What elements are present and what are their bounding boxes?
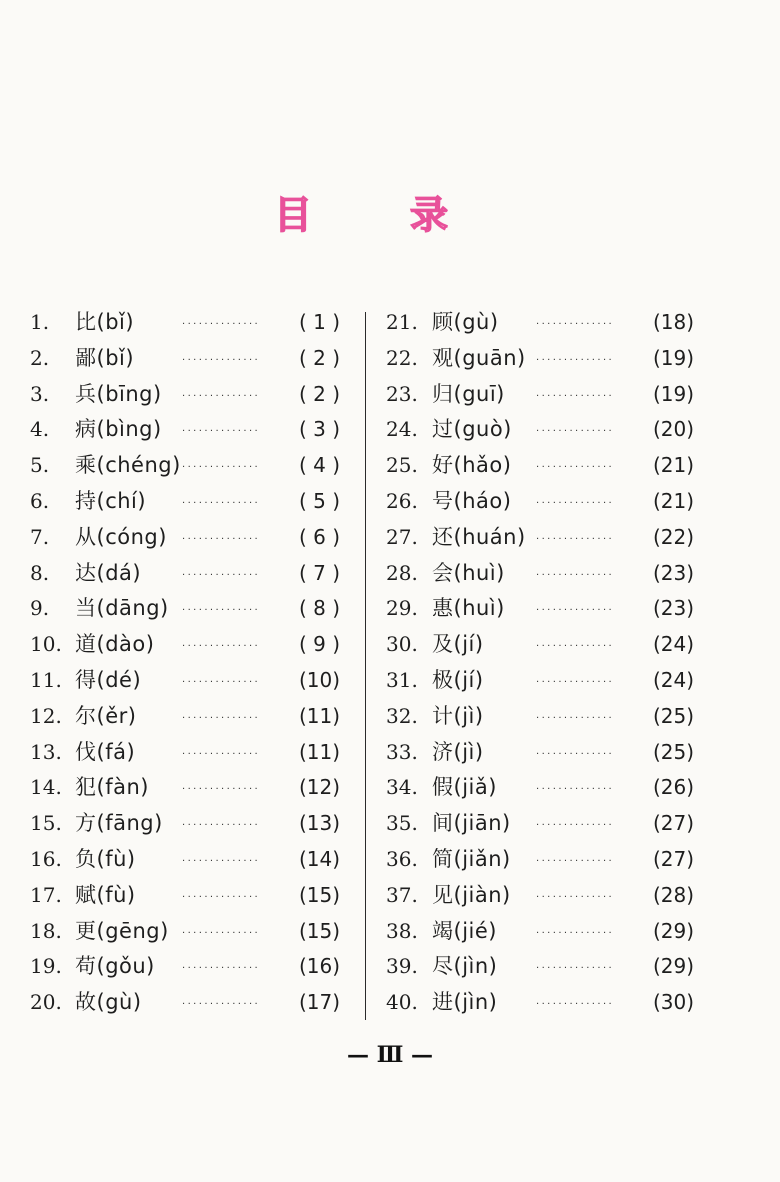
leader-dots: ·············· bbox=[182, 855, 261, 867]
entry-number: 37. bbox=[386, 882, 418, 907]
entry-page-number: (16) bbox=[298, 954, 340, 979]
entry-number: 7. bbox=[30, 524, 50, 549]
toc-entry[interactable] bbox=[386, 484, 694, 520]
entry-page-number: ( 4 ) bbox=[298, 453, 340, 478]
leader-dots: ·············· bbox=[536, 497, 615, 509]
leader-dots: ·············· bbox=[536, 605, 615, 617]
leader-dots: ·············· bbox=[536, 390, 615, 402]
toc-entry[interactable] bbox=[386, 699, 694, 735]
toc-entry[interactable] bbox=[30, 556, 340, 592]
entry-page-number: ( 7 ) bbox=[298, 560, 340, 585]
entry-number: 5. bbox=[30, 453, 50, 478]
entry-number: 25. bbox=[386, 453, 418, 478]
entry-word: 归(guī) bbox=[432, 381, 505, 406]
entry-number: 12. bbox=[30, 703, 62, 728]
leader-dots: ·············· bbox=[182, 676, 261, 688]
toc-entry[interactable] bbox=[30, 591, 340, 627]
page-number-marker: — Ⅲ — bbox=[346, 1042, 434, 1068]
leader-dots: ·············· bbox=[182, 354, 261, 366]
leader-dots: ·············· bbox=[182, 462, 261, 474]
toc-entry[interactable] bbox=[386, 949, 694, 985]
leader-dots: ·············· bbox=[536, 712, 615, 724]
entry-page-number: (11) bbox=[298, 703, 340, 728]
entry-number: 31. bbox=[386, 667, 418, 692]
entry-word: 故(gù) bbox=[75, 990, 142, 1015]
entry-word: 赋(fù) bbox=[75, 882, 136, 907]
entry-word: 会(huì) bbox=[432, 560, 505, 585]
entry-page-number: (23) bbox=[652, 560, 694, 585]
leader-dots: ·············· bbox=[536, 784, 615, 796]
toc-entry[interactable] bbox=[30, 305, 340, 341]
title-char-mu: 目 bbox=[274, 193, 313, 237]
column-divider bbox=[365, 312, 366, 1020]
entry-number: 2. bbox=[30, 345, 50, 370]
leader-dots: ·············· bbox=[536, 426, 615, 438]
entry-number: 18. bbox=[30, 918, 62, 943]
toc-entry[interactable] bbox=[386, 878, 694, 914]
toc-entry[interactable] bbox=[386, 448, 694, 484]
entry-page-number: (22) bbox=[652, 524, 694, 549]
leader-dots: ·············· bbox=[536, 820, 615, 832]
entry-number: 35. bbox=[386, 811, 418, 836]
toc-entry[interactable] bbox=[30, 699, 340, 735]
page-title bbox=[0, 192, 780, 238]
entry-word: 简(jiǎn) bbox=[432, 846, 511, 871]
toc-entry[interactable] bbox=[30, 627, 340, 663]
entry-word: 惠(huì) bbox=[432, 596, 505, 621]
toc-entry[interactable] bbox=[30, 520, 340, 556]
entry-number: 6. bbox=[30, 488, 50, 513]
entry-word: 从(cóng) bbox=[75, 524, 167, 549]
entry-page-number: ( 3 ) bbox=[298, 417, 340, 442]
entry-number: 23. bbox=[386, 381, 418, 406]
entry-number: 40. bbox=[386, 990, 418, 1015]
leader-dots: ·············· bbox=[182, 569, 261, 581]
toc-entry[interactable] bbox=[386, 341, 694, 377]
entry-number: 33. bbox=[386, 739, 418, 764]
entry-page-number: (20) bbox=[652, 417, 694, 442]
leader-dots: ·············· bbox=[536, 641, 615, 653]
entry-word: 负(fù) bbox=[75, 846, 136, 871]
toc-entry[interactable] bbox=[386, 735, 694, 771]
leader-dots: ·············· bbox=[182, 605, 261, 617]
entry-page-number: (15) bbox=[298, 918, 340, 943]
entry-word: 竭(jié) bbox=[432, 918, 497, 943]
entry-word: 伐(fá) bbox=[75, 739, 136, 764]
entry-word: 比(bǐ) bbox=[75, 310, 135, 334]
leader-dots: ·············· bbox=[182, 784, 261, 796]
entry-number: 20. bbox=[30, 990, 62, 1015]
toc-entry[interactable] bbox=[30, 448, 340, 484]
entry-page-number: (27) bbox=[652, 811, 694, 836]
leader-dots: ·············· bbox=[536, 891, 615, 903]
entry-page-number: (27) bbox=[652, 846, 694, 871]
entry-number: 26. bbox=[386, 488, 418, 513]
entry-word: 兵(bīng) bbox=[75, 381, 162, 406]
toc-left-column bbox=[30, 305, 340, 1021]
entry-number: 39. bbox=[386, 954, 418, 979]
leader-dots: ·············· bbox=[182, 820, 261, 832]
entry-number: 17. bbox=[30, 882, 62, 907]
entry-page-number: (28) bbox=[652, 882, 694, 907]
toc-entry[interactable] bbox=[30, 842, 340, 878]
entry-page-number: (14) bbox=[298, 846, 340, 871]
leader-dots: ·············· bbox=[536, 999, 615, 1011]
leader-dots: ·············· bbox=[536, 927, 615, 939]
entry-page-number: ( 2 ) bbox=[298, 345, 340, 370]
entry-number: 28. bbox=[386, 560, 418, 585]
toc-entry[interactable] bbox=[30, 663, 340, 699]
entry-word: 得(dé) bbox=[75, 667, 142, 692]
entry-number: 13. bbox=[30, 739, 62, 764]
entry-number: 32. bbox=[386, 703, 418, 728]
entry-page-number: (19) bbox=[652, 381, 694, 406]
leader-dots: ·············· bbox=[182, 319, 261, 330]
toc-entry[interactable] bbox=[30, 949, 340, 985]
leader-dots: ·············· bbox=[536, 319, 615, 330]
entry-word: 顾(gù) bbox=[432, 310, 499, 334]
entry-word: 见(jiàn) bbox=[432, 882, 511, 907]
entry-word: 假(jiǎ) bbox=[432, 775, 497, 800]
entry-word: 号(háo) bbox=[432, 488, 512, 513]
toc-right-column bbox=[386, 305, 694, 1021]
entry-word: 尔(ěr) bbox=[75, 703, 137, 728]
entry-word: 还(huán) bbox=[432, 524, 526, 549]
entry-number: 22. bbox=[386, 345, 418, 370]
title-char-lu: 录 bbox=[410, 193, 449, 237]
toc-entry[interactable] bbox=[386, 985, 694, 1021]
entry-word: 过(guò) bbox=[432, 417, 512, 442]
toc-entry[interactable] bbox=[30, 412, 340, 448]
leader-dots: ·············· bbox=[182, 390, 261, 402]
entry-word: 济(jì) bbox=[432, 739, 484, 764]
leader-dots: ·············· bbox=[536, 748, 615, 760]
entry-word: 苟(gǒu) bbox=[75, 954, 155, 979]
entry-word: 进(jìn) bbox=[432, 990, 498, 1015]
entry-number: 27. bbox=[386, 524, 418, 549]
entry-number: 16. bbox=[30, 846, 62, 871]
toc-entry[interactable] bbox=[386, 556, 694, 592]
entry-page-number: (18) bbox=[652, 310, 694, 334]
toc-entry[interactable] bbox=[386, 663, 694, 699]
entry-word: 尽(jìn) bbox=[432, 954, 498, 979]
leader-dots: ·············· bbox=[536, 462, 615, 474]
leader-dots: ·············· bbox=[182, 533, 261, 545]
leader-dots: ·············· bbox=[536, 963, 615, 975]
leader-dots: ·············· bbox=[182, 927, 261, 939]
entry-number: 4. bbox=[30, 417, 50, 442]
entry-number: 11. bbox=[30, 667, 62, 692]
entry-number: 9. bbox=[30, 596, 50, 621]
toc-entry[interactable] bbox=[30, 878, 340, 914]
entry-number: 8. bbox=[30, 560, 50, 585]
entry-number: 34. bbox=[386, 775, 418, 800]
entry-page-number: (25) bbox=[652, 703, 694, 728]
entry-page-number: (11) bbox=[298, 739, 340, 764]
entry-word: 鄙(bǐ) bbox=[75, 345, 135, 370]
toc-entry[interactable] bbox=[386, 591, 694, 627]
entry-page-number: (13) bbox=[298, 811, 340, 836]
entry-number: 36. bbox=[386, 846, 418, 871]
entry-word: 极(jí) bbox=[432, 667, 484, 692]
entry-page-number: ( 8 ) bbox=[298, 596, 340, 621]
entry-word: 病(bìng) bbox=[75, 417, 162, 442]
leader-dots: ·············· bbox=[182, 641, 261, 653]
entry-page-number: (10) bbox=[298, 667, 340, 692]
leader-dots: ·············· bbox=[536, 855, 615, 867]
entry-number: 1. bbox=[30, 310, 50, 334]
leader-dots: ·············· bbox=[182, 891, 261, 903]
toc-entry[interactable] bbox=[386, 806, 694, 842]
leader-dots: ·············· bbox=[182, 963, 261, 975]
entry-word: 观(guān) bbox=[432, 345, 526, 370]
entry-word: 乘(chéng) bbox=[75, 453, 181, 478]
entry-word: 好(hǎo) bbox=[432, 453, 512, 478]
leader-dots: ·············· bbox=[182, 999, 261, 1011]
entry-page-number: (15) bbox=[298, 882, 340, 907]
toc-entry[interactable] bbox=[30, 806, 340, 842]
toc-entry[interactable] bbox=[386, 914, 694, 950]
entry-word: 更(gēng) bbox=[75, 918, 169, 943]
entry-page-number: (21) bbox=[652, 488, 694, 513]
toc-entry[interactable] bbox=[30, 770, 340, 806]
entry-number: 29. bbox=[386, 596, 418, 621]
toc-entry[interactable] bbox=[386, 377, 694, 413]
leader-dots: ·············· bbox=[536, 533, 615, 545]
entry-page-number: (29) bbox=[652, 918, 694, 943]
entry-page-number: ( 9 ) bbox=[298, 632, 340, 657]
leader-dots: ·············· bbox=[536, 569, 615, 581]
entry-page-number: (12) bbox=[298, 775, 340, 800]
toc-entry[interactable] bbox=[386, 627, 694, 663]
entry-word: 持(chí) bbox=[75, 488, 147, 513]
entry-page-number: (30) bbox=[652, 990, 694, 1015]
entry-page-number: (24) bbox=[652, 632, 694, 657]
entry-number: 21. bbox=[386, 310, 418, 334]
leader-dots: ·············· bbox=[182, 426, 261, 438]
entry-word: 达(dá) bbox=[75, 560, 142, 585]
entry-word: 当(dāng) bbox=[75, 596, 169, 621]
entry-page-number: (19) bbox=[652, 345, 694, 370]
toc-entry[interactable] bbox=[386, 770, 694, 806]
entry-page-number: ( 2 ) bbox=[298, 381, 340, 406]
entry-page-number: (24) bbox=[652, 667, 694, 692]
entry-page-number: ( 6 ) bbox=[298, 524, 340, 549]
leader-dots: ·············· bbox=[182, 748, 261, 760]
entry-number: 38. bbox=[386, 918, 418, 943]
entry-number: 14. bbox=[30, 775, 62, 800]
entry-number: 30. bbox=[386, 632, 418, 657]
toc-entry[interactable] bbox=[386, 305, 694, 341]
entry-page-number: ( 1 ) bbox=[298, 310, 340, 334]
toc-entry[interactable] bbox=[386, 842, 694, 878]
entry-number: 3. bbox=[30, 381, 50, 406]
toc-entry[interactable] bbox=[30, 914, 340, 950]
entry-word: 道(dào) bbox=[75, 632, 155, 657]
entry-word: 及(jí) bbox=[432, 632, 484, 657]
entry-page-number: (25) bbox=[652, 739, 694, 764]
entry-word: 计(jì) bbox=[432, 703, 484, 728]
leader-dots: ·············· bbox=[182, 712, 261, 724]
entry-page-number: (21) bbox=[652, 453, 694, 478]
entry-word: 犯(fàn) bbox=[75, 775, 149, 800]
toc-entry[interactable] bbox=[30, 341, 340, 377]
toc-entry[interactable] bbox=[386, 412, 694, 448]
leader-dots: ·············· bbox=[182, 497, 261, 509]
entry-number: 10. bbox=[30, 632, 62, 657]
entry-page-number: (26) bbox=[652, 775, 694, 800]
toc-entry[interactable] bbox=[386, 520, 694, 556]
toc-entry[interactable] bbox=[30, 484, 340, 520]
entry-number: 15. bbox=[30, 811, 62, 836]
toc-entry[interactable] bbox=[30, 985, 340, 1021]
entry-page-number: ( 5 ) bbox=[298, 488, 340, 513]
entry-number: 19. bbox=[30, 954, 62, 979]
entry-word: 间(jiān) bbox=[432, 811, 511, 836]
leader-dots: ·············· bbox=[536, 676, 615, 688]
leader-dots: ·············· bbox=[536, 354, 615, 366]
entry-word: 方(fāng) bbox=[75, 811, 163, 836]
toc-entry[interactable] bbox=[30, 735, 340, 771]
entry-page-number: (17) bbox=[298, 990, 340, 1015]
entry-number: 24. bbox=[386, 417, 418, 442]
toc-entry[interactable] bbox=[30, 377, 340, 413]
entry-page-number: (23) bbox=[652, 596, 694, 621]
entry-page-number: (29) bbox=[652, 954, 694, 979]
